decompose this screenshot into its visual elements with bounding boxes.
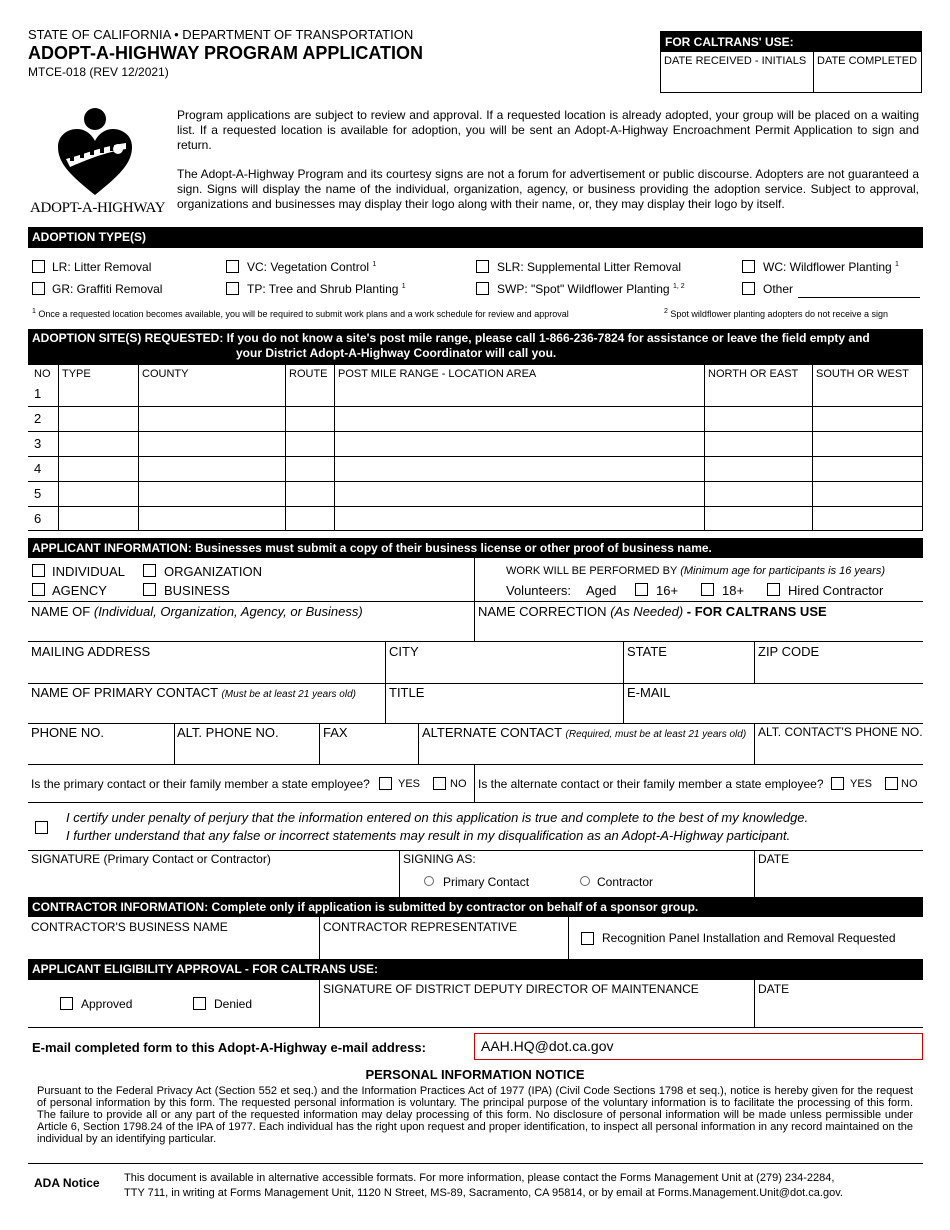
primary-state-employee-question: Is the primary contact or their family member a state employee? <box>31 777 370 791</box>
organization-label: ORGANIZATION <box>164 564 262 579</box>
form-title: ADOPT-A-HIGHWAY PROGRAM APPLICATION <box>28 43 424 63</box>
gr-label: GR: Graffiti Removal <box>52 282 163 296</box>
vc-label: VC: Vegetation Control $^1$ <box>247 260 377 274</box>
heart-highway-icon <box>30 103 170 199</box>
deputy-director-signature-label: SIGNATURE OF DISTRICT DEPUTY DIRECTOR OF MAINTENANCE <box>323 982 699 996</box>
alt-contact-label: ALTERNATE CONTACT (Required, must be at least 21 years old) <box>422 725 747 740</box>
sites-header: ADOPTION SITE(S) REQUESTED: If you do not know a site's post mile range, please call 1-866-236-7824 for assistance or leave the field empty and your District Adopt-A-Highway Coordinator will call you. <box>28 329 923 365</box>
ada-notice-label: ADA Notice <box>34 1176 100 1190</box>
contractor-header: CONTRACTOR INFORMATION: Complete only if application is submitted by contractor on behalf of a sponsor group. <box>28 897 923 917</box>
row-number: 6 <box>34 511 42 526</box>
applicant-header: APPLICANT INFORMATION: Businesses must submit a copy of their business license or other proof of business name. <box>28 538 923 558</box>
age-16-label: 16+ <box>656 583 679 598</box>
contractor-business-name-label: CONTRACTOR'S BUSINESS NAME <box>31 920 228 934</box>
denied-checkbox[interactable] <box>193 997 206 1010</box>
alternate-yes-checkbox[interactable] <box>831 777 844 790</box>
email-label: E-MAIL <box>627 685 671 700</box>
col-south-west: SOUTH OR WEST <box>816 368 909 380</box>
tp-checkbox[interactable] <box>226 282 239 295</box>
primary-contact-radio-label: Primary Contact <box>443 875 530 889</box>
primary-contact-radio[interactable] <box>424 876 434 886</box>
phone-label: PHONE NO. <box>31 725 104 740</box>
contractor-representative-label: CONTRACTOR REPRESENTATIVE <box>323 920 518 934</box>
individual-label: INDIVIDUAL <box>52 564 125 579</box>
sites-table <box>28 365 923 531</box>
fax-label: FAX <box>323 725 348 740</box>
alt-contact-phone-label: ALT. CONTACT'S PHONE NO. <box>758 725 923 739</box>
row-number: 4 <box>34 461 42 476</box>
volunteers-label: Volunteers: <box>506 583 572 598</box>
certify-line-1: I certify under penalty of perjury that the information entered on this application is true and complete to the best of my knowledge. <box>66 810 809 825</box>
col-route: ROUTE <box>289 368 328 380</box>
footnote-2: $^2$ Spot wildflower planting adopters do not receive a sign <box>664 308 889 319</box>
intro-paragraph-1: Program applications are subject to review and approval. If a requested location is already adopted, your group will be placed on a waiting list. If a requested location is available for adoption, you will be sent an Adopt-A-Highway Encroachment Permit Application to sign and return. <box>177 108 919 152</box>
alt-phone-label: ALT. PHONE NO. <box>177 725 279 740</box>
row-number: 2 <box>34 411 42 426</box>
eligibility-date-label: DATE <box>758 982 790 996</box>
date-completed-label: DATE COMPLETED <box>817 55 918 67</box>
footnote-1: $^1$ Once a requested location becomes available, you will be required to submit work plans and a work schedule for review and approval <box>32 308 569 319</box>
mailing-address-label: MAILING ADDRESS <box>31 644 151 659</box>
date-label: DATE <box>758 852 790 866</box>
alternate-yes-label: YES <box>850 778 873 790</box>
gr-checkbox[interactable] <box>32 282 45 295</box>
other-input-line[interactable] <box>798 297 920 298</box>
intro-paragraph-2: The Adopt-A-Highway Program and its courtesy signs are not a forum for advertisement or public discourse. Adopters are not guaranteed a sign. Signs will display the name of the individual, organization, agency, or business providing the adoption service. Subject to approval, organizations and businesses may display their logo along with their name, or, they may display their logo by itself. <box>177 167 919 211</box>
date-received-label: DATE RECEIVED - INITIALS <box>664 55 807 67</box>
wc-checkbox[interactable] <box>742 260 755 273</box>
approved-label: Approved <box>81 997 133 1011</box>
swp-label: SWP: "Spot" Wildflower Planting $^{1, 2}$ <box>497 282 685 296</box>
email-instruction: E-mail completed form to this Adopt-A-Highway e-mail address: <box>32 1040 426 1055</box>
work-by-label: WORK WILL BE PERFORMED BY (Minimum age for participants is 16 years) <box>506 565 885 577</box>
wc-label: WC: Wildflower Planting $^1$ <box>763 260 899 274</box>
certify-checkbox[interactable] <box>35 821 48 834</box>
ada-line-2: TTY 711, in writing at Forms Management Unit, 1120 N Street, MS-89, Sacramento, CA 95814, or by email at Forms.Management.Unit@dot.ca.gov. <box>124 1187 843 1199</box>
certify-line-2: I further understand that any false or incorrect statements may result in my disqualification as an Adopt-A-Highway participant. <box>66 828 791 843</box>
row-number: 3 <box>34 436 42 451</box>
col-post-mile: POST MILE RANGE - LOCATION AREA <box>338 368 537 380</box>
lr-label: LR: Litter Removal <box>52 260 152 274</box>
recognition-panel-checkbox[interactable] <box>581 932 594 945</box>
ada-line-1: This document is available in alternative accessible formats. For more information, please contact the Forms Management Unit at (279) 234-2284, <box>124 1172 835 1184</box>
other-label: Other <box>763 282 794 296</box>
agency-label: AGENCY <box>52 583 107 598</box>
signing-as-label: SIGNING AS: <box>403 852 476 866</box>
signature-label: SIGNATURE (Primary Contact or Contractor) <box>31 852 271 866</box>
age-18-checkbox[interactable] <box>701 583 714 596</box>
submission-email-field[interactable]: AAH.HQ@dot.ca.gov <box>474 1033 923 1060</box>
other-checkbox[interactable] <box>742 282 755 295</box>
primary-yes-checkbox[interactable] <box>379 777 392 790</box>
aged-label: Aged <box>586 583 617 598</box>
caltrans-use-title: FOR CALTRANS' USE: <box>661 32 921 52</box>
eligibility-header: APPLICANT ELIGIBILITY APPROVAL - FOR CALTRANS USE: <box>28 959 923 980</box>
hired-contractor-checkbox[interactable] <box>767 583 780 596</box>
col-no: NO <box>34 368 51 380</box>
primary-contact-label: NAME OF PRIMARY CONTACT (Must be at least 21 years old) <box>31 685 356 700</box>
name-correction-label: NAME CORRECTION (As Needed) - FOR CALTRANS USE <box>478 604 827 619</box>
slr-label: SLR: Supplemental Litter Removal <box>497 260 682 274</box>
business-checkbox[interactable] <box>143 583 156 596</box>
agency-checkbox[interactable] <box>32 583 45 596</box>
alternate-no-checkbox[interactable] <box>885 777 898 790</box>
lr-checkbox[interactable] <box>32 260 45 273</box>
alternate-state-employee-question: Is the alternate contact or their family member a state employee? <box>478 777 824 791</box>
logo-text: ADOPT-A-HIGHWAY <box>30 200 166 216</box>
age-16-checkbox[interactable] <box>635 583 648 596</box>
primary-yes-label: YES <box>398 778 421 790</box>
approved-checkbox[interactable] <box>60 997 73 1010</box>
caltrans-use-box <box>660 31 922 93</box>
contractor-radio[interactable] <box>580 876 590 886</box>
col-north-east: NORTH OR EAST <box>708 368 799 380</box>
swp-checkbox[interactable] <box>476 282 489 295</box>
adopt-a-highway-logo <box>30 103 170 215</box>
individual-checkbox[interactable] <box>32 564 45 577</box>
name-of-label: NAME OF (Individual, Organization, Agency, or Business) <box>31 604 363 619</box>
primary-no-checkbox[interactable] <box>433 777 446 790</box>
business-label: BUSINESS <box>164 583 230 598</box>
alternate-no-label: NO <box>901 778 918 790</box>
recognition-panel-label: Recognition Panel Installation and Removal Requested <box>602 931 896 945</box>
row-number: 1 <box>34 386 42 401</box>
state-label: STATE <box>627 644 667 659</box>
slr-checkbox[interactable] <box>476 260 489 273</box>
city-label: CITY <box>389 644 419 659</box>
tp-label: TP: Tree and Shrub Planting $^1$ <box>247 282 406 296</box>
privacy-text: Pursuant to the Federal Privacy Act (Section 552 et seq.) and the Information Practices Act of 1977 (IPA) (Civil Code Sections 1798 et seq.), notice is hereby given for the request of personal information by this form. The requested personal information is voluntary. The principal purpose of the voluntary information is to facilitate the processing of this form. The failure to provide all or any part of the requested information may delay processing of this form. No disclosure of personal information will be made unless permissible under Article 6, Section 1798.24 of the IPA of 1977. Each individual has the right upon request and proper identification, to inspect all personal information in any record maintained on the individual by an identifying particular. <box>37 1085 913 1145</box>
primary-no-label: NO <box>450 778 467 790</box>
denied-label: Denied <box>214 997 253 1011</box>
privacy-title: PERSONAL INFORMATION NOTICE <box>365 1067 585 1082</box>
row-number: 5 <box>34 486 42 501</box>
col-county: COUNTY <box>142 368 189 380</box>
form-id: MTCE-018 (REV 12/2021) <box>28 65 169 79</box>
adoption-types-header: ADOPTION TYPE(S) <box>28 227 923 248</box>
agency-line: STATE OF CALIFORNIA • DEPARTMENT OF TRANSPORTATION <box>28 27 414 42</box>
vc-checkbox[interactable] <box>226 260 239 273</box>
organization-checkbox[interactable] <box>143 564 156 577</box>
title-label: TITLE <box>389 685 425 700</box>
age-18-label: 18+ <box>722 583 745 598</box>
contractor-radio-label: Contractor <box>597 875 654 889</box>
col-type: TYPE <box>62 368 91 380</box>
zip-label: ZIP CODE <box>758 644 820 659</box>
hired-contractor-label: Hired Contractor <box>788 583 884 598</box>
